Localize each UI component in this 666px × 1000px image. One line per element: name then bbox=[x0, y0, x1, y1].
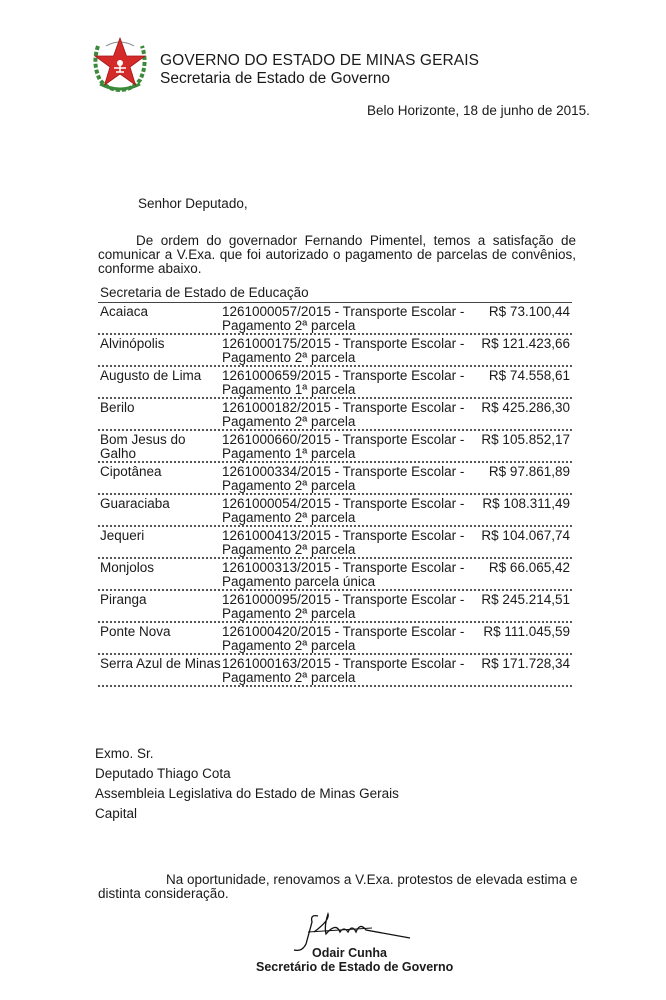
municipality-cell: Cipotânea bbox=[100, 464, 162, 479]
amount-cell: R$ 171.728,34 bbox=[481, 656, 570, 671]
municipality-cell: Guaraciaba bbox=[100, 496, 170, 511]
municipality-cell: Berilo bbox=[100, 400, 135, 415]
table-row bbox=[98, 463, 572, 495]
description-line-1: 1261000334/2015 - Transporte Escolar - bbox=[222, 464, 465, 479]
municipality-cell: Bom Jesus do Galho bbox=[100, 432, 186, 461]
description-line-2: Pagamento 2ª parcela bbox=[222, 670, 356, 685]
description-cell bbox=[222, 337, 472, 365]
description-cell bbox=[222, 657, 472, 685]
amount-cell: R$ 111.045,59 bbox=[483, 624, 570, 639]
description-line-1: 1261000175/2015 - Transporte Escolar - bbox=[222, 336, 465, 351]
closing-text: Na oportunidade, renovamos a V.Exa. protestos de elevada estima e distinta consideração. bbox=[98, 872, 578, 901]
description-line-1: 1261000660/2015 - Transporte Escolar - bbox=[222, 432, 465, 447]
description-line-1: 1261000054/2015 - Transporte Escolar - bbox=[222, 496, 465, 511]
description-cell bbox=[222, 401, 472, 429]
table-row bbox=[98, 559, 572, 591]
description-cell bbox=[222, 433, 472, 461]
table-row bbox=[98, 591, 572, 623]
description-line-1: 1261000182/2015 - Transporte Escolar - bbox=[222, 400, 465, 415]
description-line-2: Pagamento 2ª parcela bbox=[222, 606, 356, 621]
description-cell bbox=[222, 593, 472, 621]
addressee-line-3: Assembleia Legislativa do Estado de Minas Gerais bbox=[95, 786, 399, 801]
amount-cell: R$ 105.852,17 bbox=[481, 432, 570, 447]
signer-role: Secretário de Estado de Governo bbox=[256, 960, 454, 974]
signer-name: Odair Cunha bbox=[312, 946, 388, 960]
amount-cell: R$ 108.311,49 bbox=[482, 496, 570, 511]
municipality-cell: Acaiaca bbox=[100, 304, 149, 319]
description-line-2: Pagamento 1ª parcela bbox=[222, 446, 356, 461]
amount-cell: R$ 74.558,61 bbox=[488, 368, 570, 383]
closing-paragraph bbox=[98, 873, 578, 901]
header-title: GOVERNO DO ESTADO DE MINAS GERAIS bbox=[160, 52, 480, 69]
municipality-cell: Piranga bbox=[100, 592, 147, 607]
municipality-cell: Monjolos bbox=[100, 560, 155, 575]
description-line-2: Pagamento 2ª parcela bbox=[222, 478, 356, 493]
description-line-1: 1261000057/2015 - Transporte Escolar - bbox=[222, 304, 465, 319]
table-row bbox=[98, 655, 572, 687]
description-line-1: 1261000163/2015 - Transporte Escolar - bbox=[222, 656, 465, 671]
description-line-2: Pagamento parcela única bbox=[222, 574, 376, 589]
addressee-line-4: Capital bbox=[95, 806, 138, 821]
municipality-cell: Alvinópolis bbox=[100, 336, 165, 351]
description-line-2: Pagamento 2ª parcela bbox=[222, 542, 356, 557]
municipality-cell: Jequeri bbox=[100, 528, 145, 543]
description-cell bbox=[222, 561, 472, 589]
description-cell bbox=[222, 497, 472, 525]
table-row bbox=[98, 431, 572, 463]
description-cell bbox=[222, 529, 472, 557]
description-line-1: 1261000420/2015 - Transporte Escolar - bbox=[222, 624, 465, 639]
description-line-2: Pagamento 1ª parcela bbox=[222, 382, 356, 397]
amount-cell: R$ 425.286,30 bbox=[481, 400, 570, 415]
table-row bbox=[98, 399, 572, 431]
payments-table bbox=[98, 302, 572, 687]
description-line-2: Pagamento 2ª parcela bbox=[222, 510, 356, 525]
description-line-2: Pagamento 2ª parcela bbox=[222, 414, 356, 429]
addressee-line-2: Deputado Thiago Cota bbox=[95, 766, 231, 781]
municipality-cell: Ponte Nova bbox=[100, 624, 171, 639]
municipality-cell: Augusto de Lima bbox=[100, 368, 202, 383]
amount-cell: R$ 245.214,51 bbox=[481, 592, 570, 607]
salutation: Senhor Deputado, bbox=[138, 196, 248, 211]
amount-cell: R$ 66.065,42 bbox=[488, 560, 570, 575]
header-subtitle: Secretaria de Estado de Governo bbox=[160, 70, 391, 87]
description-line-2: Pagamento 2ª parcela bbox=[222, 350, 356, 365]
description-line-2: Pagamento 2ª parcela bbox=[222, 638, 356, 653]
coat-of-arms-icon bbox=[88, 32, 152, 96]
table-row bbox=[98, 335, 572, 367]
table-row bbox=[98, 623, 572, 655]
table-row bbox=[98, 495, 572, 527]
date-line: Belo Horizonte, 18 de junho de 2015. bbox=[367, 103, 590, 118]
amount-cell: R$ 121.423,66 bbox=[481, 336, 570, 351]
amount-cell: R$ 73.100,44 bbox=[488, 304, 570, 319]
table-row bbox=[98, 527, 572, 559]
addressee-line-1: Exmo. Sr. bbox=[95, 746, 154, 761]
intro-paragraph bbox=[98, 234, 576, 276]
amount-cell: R$ 104.067,74 bbox=[481, 528, 570, 543]
description-cell bbox=[222, 369, 472, 397]
description-line-1: 1261000659/2015 - Transporte Escolar - bbox=[222, 368, 465, 383]
description-cell bbox=[222, 625, 472, 653]
addressee-block bbox=[95, 744, 399, 824]
table-row bbox=[98, 367, 572, 399]
amount-cell: R$ 97.861,89 bbox=[488, 464, 570, 479]
municipality-cell: Serra Azul de Minas bbox=[100, 656, 221, 671]
description-cell bbox=[222, 305, 472, 333]
description-cell bbox=[222, 465, 472, 493]
description-line-2: Pagamento 2ª parcela bbox=[222, 318, 356, 333]
table-row bbox=[98, 303, 572, 335]
description-line-1: 1261000413/2015 - Transporte Escolar - bbox=[222, 528, 465, 543]
description-line-1: 1261000313/2015 - Transporte Escolar - bbox=[222, 560, 465, 575]
section-title: Secretaria de Estado de Educação bbox=[100, 285, 309, 300]
intro-text: De ordem do governador Fernando Pimentel, temos a satisfação de comunicar a V.Exa. que foi autorizado o pagamento de parcelas de convênios, conforme abaixo. bbox=[98, 233, 576, 276]
description-line-1: 1261000095/2015 - Transporte Escolar - bbox=[222, 592, 465, 607]
